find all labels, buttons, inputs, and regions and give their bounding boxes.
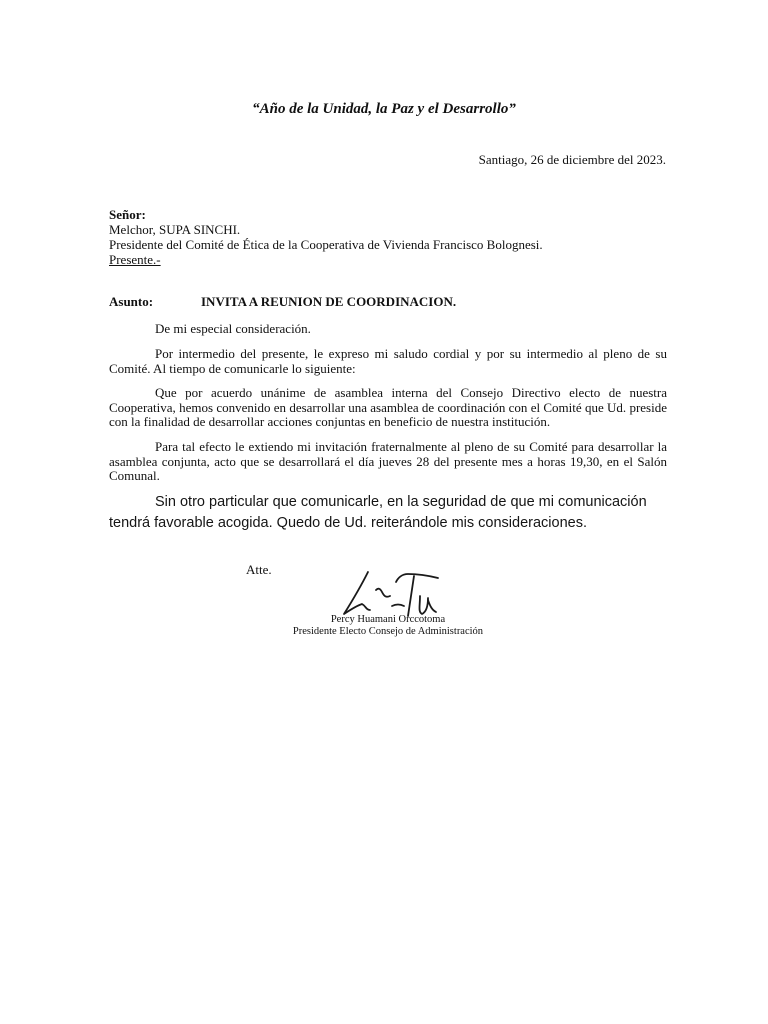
recipient-presente: Presente.- <box>109 252 161 267</box>
recipient-block <box>109 207 543 267</box>
paragraph-closing: Sin otro particular que comunicarle, en la seguridad de que mi comunicación tendrá favorable acogida. Quedo de Ud. reiterándole mis consideraciones. <box>109 494 647 531</box>
signer-name: Percy Huamani Orccotoma <box>330 614 446 625</box>
paragraph-invitation: Para tal efecto le extiendo mi invitación fraternalmente al pleno de su Comité para desarrollar la asamblea conjunta, acto que se desarrollará el día jueves 28 del presente mes a horas 19,30, en el Salón Comunal. <box>109 439 667 483</box>
paragraph-agreement: Que por acuerdo unánime de asamblea interna del Consejo Directivo electo de nuestra Cooperativa, hemos convenido en desarrollar una asamblea de coordinación con el Comité que Ud. preside con la finalidad de desarrollar acciones conjuntas en beneficio de nuestra institución. <box>109 385 667 429</box>
year-motto: “Año de la Unidad, la Paz y el Desarrollo” <box>252 101 516 117</box>
subject-text: INVITA A REUNION DE COORDINACION. <box>201 294 457 309</box>
signer-title: Presidente Electo Consejo de Administración <box>292 626 484 637</box>
sign-off: Atte. <box>246 562 272 577</box>
subject-label: Asunto: <box>109 294 154 309</box>
paragraph-intro: Por intermedio del presente, le expreso mi saludo cordial y por su intermedio al pleno de su Comité. Al tiempo de comunicarle lo siguiente: <box>109 346 667 376</box>
letter-date: Santiago, 26 de diciembre del 2023. <box>478 152 666 167</box>
recipient-title: Señor: <box>109 207 146 222</box>
paragraph-greeting: De mi especial consideración. <box>155 321 311 336</box>
subject-line <box>109 294 456 310</box>
recipient-name: Melchor, SUPA SINCHI. <box>109 222 241 237</box>
recipient-position: Presidente del Comité de Ética de la Cooperativa de Vivienda Francisco Bolognesi. <box>109 237 543 252</box>
